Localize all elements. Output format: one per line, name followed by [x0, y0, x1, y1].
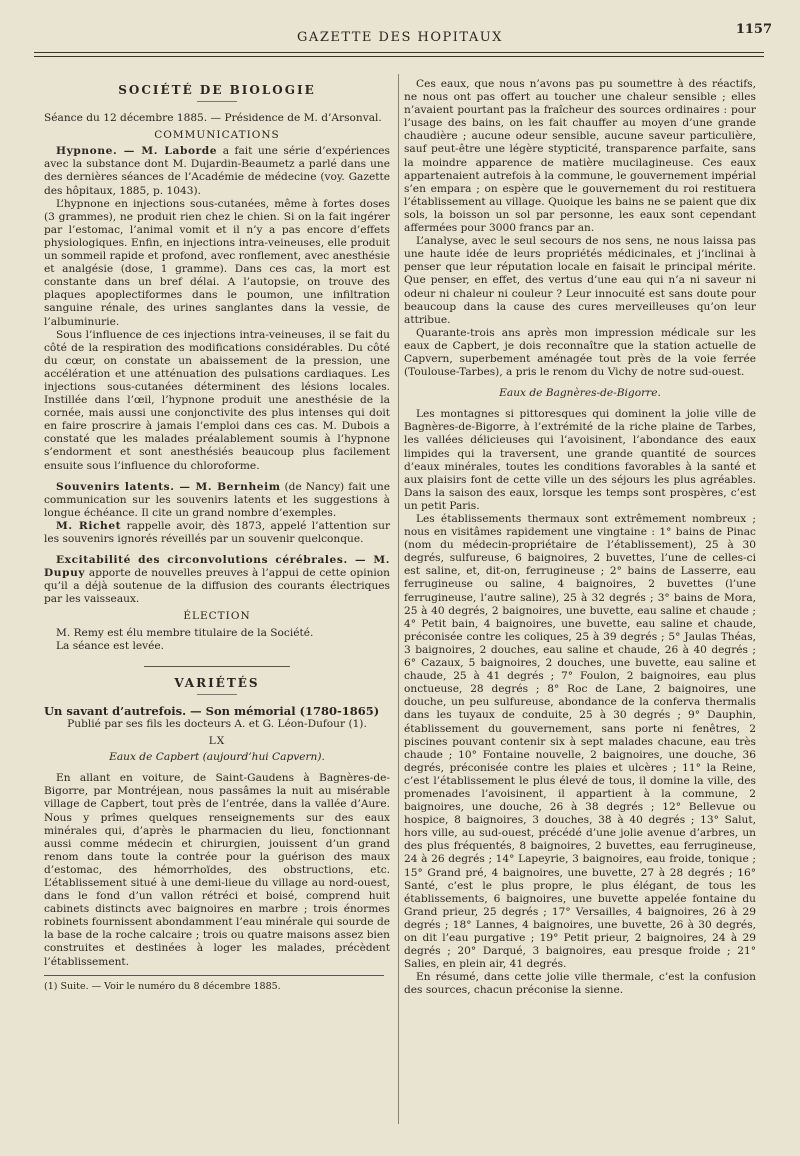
richet-heading: M. Richet — [56, 519, 122, 532]
right-column — [404, 78, 756, 997]
page-header — [0, 0, 800, 64]
richet-text: rappelle avoir, dès 1873, appelé l’attention sur les souvenirs ignorés réveillés par un souvenir quelconque. — [44, 519, 391, 545]
right-paragraph-3: Quarante-trois ans après mon impression médicale sur les eaux de Capbert, je dois reconnaître que la station actuelle de Capvern, superbement aménagée tout près de la voie ferrée (Toulouse-Tarbes), a pris le renom du Vichy de notre sud-ouest. — [404, 326, 756, 379]
varietes-title: VARIÉTÉS — [174, 675, 260, 690]
savant-heading: Un savant d’autrefois. — Son mémorial (1780-1865) — [44, 703, 380, 718]
hypnone-paragraph — [44, 145, 390, 197]
short-rule — [197, 101, 237, 102]
footnote-rule — [44, 975, 384, 976]
souvenirs-heading: Souvenirs latents. — M. Bernheim — [56, 480, 281, 493]
header-rule-2 — [34, 56, 764, 57]
election-heading: ÉLECTION — [183, 610, 251, 623]
right-paragraph-1: Ces eaux, que nous n’avons pas pu soumettre à des réactifs, ne nous ont pas offert au toucher une chaleur sensible ; elles n’avaient pourtant pas la fraîcheur des sources ordinaires : pour l’usage des bains, on les fait chauffer au moyen d’une grande chaudière ; aucune odeur sensible, aucune saveur particulière, sauf peut-être une légère stypticité, transparence parfaite, sans la moindre apparence de matière mucilagineuse. Ces eaux appartenaient autrefois à la commune, le gouvernement impérial s’en empara ; on espère que le gouvernement du roi restituera l’établissement au village. Quoique les bains ne se paient que dix sols, la boisson un sol par personne, les eaux sont cependant affermées pour 3000 francs par an. — [404, 78, 756, 235]
column-separator — [398, 74, 399, 1124]
page-number: 1157 — [735, 22, 772, 37]
running-title: GAZETTE DES HOPITAUX — [297, 30, 503, 45]
election-text: M. Remy est élu membre titulaire de la Société. — [56, 626, 314, 639]
publie-line: Publié par ses fils les docteurs A. et G. Léon-Dufour (1). — [67, 717, 367, 730]
richet-paragraph — [44, 520, 390, 546]
left-column — [44, 78, 390, 993]
excitabilite-paragraph — [44, 554, 390, 606]
excitabilite-heading: Excitabilité des circonvolutions cérébrales. — M. Dupuy — [44, 554, 390, 580]
footnote: (1) Suite. — Voir le numéro du 8 décembre 1885. — [44, 980, 281, 992]
hypnone-paragraph-3: Sous l’influence de ces injections intra-veineuses, il se fait du côté de la respiration des modifications considérables. Du côté du cœur, on constate un abaissement de la pression, une accélération et une atténuation des pulsations cardiaques. Les injections sous-cutanées déterminent des lésions locales. Instillée dans l’œil, l’hypnone produit une anesthésie de la cornée, mais aussi une conjonctivite des plus intenses qui doit en faire proscrire à jamais l’emploi dans ces cas. M. Dubois a constaté que les malades préalablement soumis à l’hypnone s’endorment et sont anesthésiés beaucoup plus facilement ensuite sous l’influence du chloroforme. — [44, 328, 390, 472]
capbert-paragraph: En allant en voiture, de Saint-Gaudens à Bagnères-de-Bigorre, par Montréjean, nous passâmes la nuit au misérable village de Capbert, tout près de l’entrée, dans la vallée d’Aure. Nous y prîmes quelques renseignements sur des eaux minérales qui, d’après le pharmacien du lieu, fonctionnant aussi comme médecin et chirurgien, jouissent d’un grand renom dans toute la contrée pour la guérison des maux d’estomac, des hémorrhoïdes, des obstructions, etc. L’établissement situé à une demi-lieue du village au nord-ouest, dans le fond d’un vallon rétréci et boisé, comprend huit cabinets distincts avec baignoires en marbre ; trois énormes robinets fournissent abondamment l’eau minérale qui sourde de la base de la roche calcaire ; trois ou quatre maisons assez bien construites et destinées à loger les malades, précèdent l’établissement. — [44, 772, 390, 968]
communications-heading: COMMUNICATIONS — [154, 129, 280, 142]
header-rule — [34, 52, 764, 53]
capbert-heading: Eaux de Capbert (aujourd’hui Capvern). — [109, 751, 325, 764]
souvenirs-text: (de Nancy) fait une communication sur les souvenirs latents et les suggestions à longue échéance. Il cite un grand nombre d’exemples. — [44, 480, 390, 519]
seance-levee: La séance est levée. — [56, 639, 165, 652]
excitabilite-text: apporte de nouvelles preuves à l’appui de cette opinion qu’il a déjà soutenue de la diffusion des courants électriques par les vaisseaux. — [44, 567, 390, 606]
hypnone-paragraph-2: L’hypnone en injections sous-cutanées, même à fortes doses (3 grammes), ne produit rien chez le chien. Si on la fait ingérer par l’estomac, l’animal vomit et il n’y a pas encore d’effets physiologiques. Enfin, en injections intra-veineuses, elle produit un sommeil rapide et profond, avec ronflement, avec anesthésie et analgésie (dose, 1 gramme). Dans ces cas, la mort est constante dans un bref délai. A l’autopsie, on trouve des plaques apoplectiformes dans le poumon, une infiltration sanguine rénale, des urines sanglantes dans la vessie, de l’albuminurie. — [44, 197, 390, 328]
right-paragraph-4: Les montagnes si pittoresques qui dominent la jolie ville de Bagnères-de-Bigorre, à l’extrémité de la riche plaine de Tarbes, les vallées délicieuses qui l’avoisinent, l’abondance des eaux limpides qui la traversent, une grande quantité de sources d’eaux minérales, toutes les conditions favorables à la santé et aux plaisirs font de cette ville un des séjours les plus agréables. Dans la saison des eaux, lorsque les temps sont prospères, c’est un petit Paris. — [404, 408, 756, 512]
hypnone-text: a fait une série d’expériences avec la substance dont M. Dujardin-Beaumetz a parlé dans une des dernières séances de l’Académie de médecine (voy. Gazette des hôpitaux, 1885, p. 1043). — [44, 145, 390, 197]
hypnone-heading: Hypnone. — M. Laborde — [56, 145, 218, 158]
chapter-number: LX — [208, 735, 226, 748]
right-paragraph-6: En résumé, dans cette jolie ville thermale, c’est la confusion des sources, chacun préconise la sienne. — [404, 971, 756, 997]
souvenirs-paragraph — [44, 481, 390, 520]
ornament-divider — [44, 661, 390, 671]
right-paragraph-2: L’analyse, avec le seul secours de nos sens, ne nous laissa pas une haute idée de leurs propriétés médicinales, et j’inclinai à penser que leur réputation locale en faisait le principal mérite. Que penser, en effet, des vertus d’une eau qui n’a ni saveur ni odeur ni chaleur ni couleur ? Leur innocuité est sans doute pour beaucoup dans la cause des cures merveilleuses qu’on leur attribue. — [404, 235, 756, 326]
section-title: SOCIÉTÉ DE BIOLOGIE — [118, 83, 316, 97]
seance-line: Séance du 12 décembre 1885. — Présidence de M. d’Arsonval. — [44, 112, 382, 125]
right-paragraph-5: Les établissements thermaux sont extrêmement nombreux ; nous en visitâmes rapidement une vingtaine : 1° bains de Pinac (nom du médecin-propriétaire de l’établissement), 25 à 30 degrés, sulfureuse, 6 baignoires, 2 buvettes, l’une de celles-ci est saline, et, dit-on, ferrugineuse ; 2° bains de Lasserre, eau ferrugineuse ou saline, 4 baignoires, 2 buvettes (l’une ferrugineuse, l’autre saline), 25 à 32 degrés ; 3° bains de Mora, 25 à 40 degrés, 2 baignoires, une buvette, eau saline et chaude ; 4° Petit bain, 4 baignoires, une buvette, eau saline et chaude, préconisée contre les coliques, 25 à 39 degrés ; 5° Jaulas Théas, 3 baignoires, 2 douches, eau saline et chaude, 26 à 40 degrés ; 6° Cazaux, 5 baignoires, 2 douches, une buvette, eau saline et chaude, 25 à 41 degrés ; 7° Foulon, 2 baignoires, eau plus onctueuse, 28 degrés ; 8° Roc de Lane, 2 baignoires, une douche, un peu sulfureuse, abondance de la conferva thermalis dans les tuyaux de conduite, 25 à 30 degrés ; 9° Dauphin, établissement du gouvernement, sans porte ni fenêtres, 2 piscines pouvant contenir six à sept malades chacune, eau très chaude ; 10° Fontaine nouvelle, 2 baignoires, une douche, 36 degrés, préconisée contre les plaies et ulcères ; 11° la Reine, c’est l’établissement le plus élevé de tous, il domine la ville, des promenades l’avoisinent, il appartient à la commune, 2 baignoires, une douche, 26 à 38 degrés ; 12° Bellevue ou hospice, 8 baignoires, 3 douches, 38 à 40 degrés ; 13° Salut, hors ville, au sud-ouest, précédé d’une jolie avenue d’arbres, un des plus fréquentés, 8 baignoires, 2 buvettes, eau ferrugineuse, 24 à 26 degrés ; 14° Lapeyrie, 3 baignoires, eau froide, tonique ; 15° Grand pré, 4 baignoires, une buvette, 27 à 28 degrés ; 16° Santé, c’est le plus propre, le plus élégant, de tous les établissements, 6 baignoires, une buvette appelée fontaine du Grand prieur, 25 degrés ; 17° Versailles, 4 baignoires, 26 à 29 degrés ; 18° Lannes, 4 baignoires, une buvette, 26 à 30 degrés, on dit l’eau purgative ; 19° Petit prieur, 2 baignoires, 24 à 29 degrés ; 20° Darqué, 3 baignoires, eau presque froide ; 21° Salies, en plein air, 41 degrés. — [404, 513, 756, 971]
short-rule-2 — [197, 694, 237, 695]
bagneres-heading: Eaux de Bagnères-de-Bigorre. — [499, 387, 661, 400]
